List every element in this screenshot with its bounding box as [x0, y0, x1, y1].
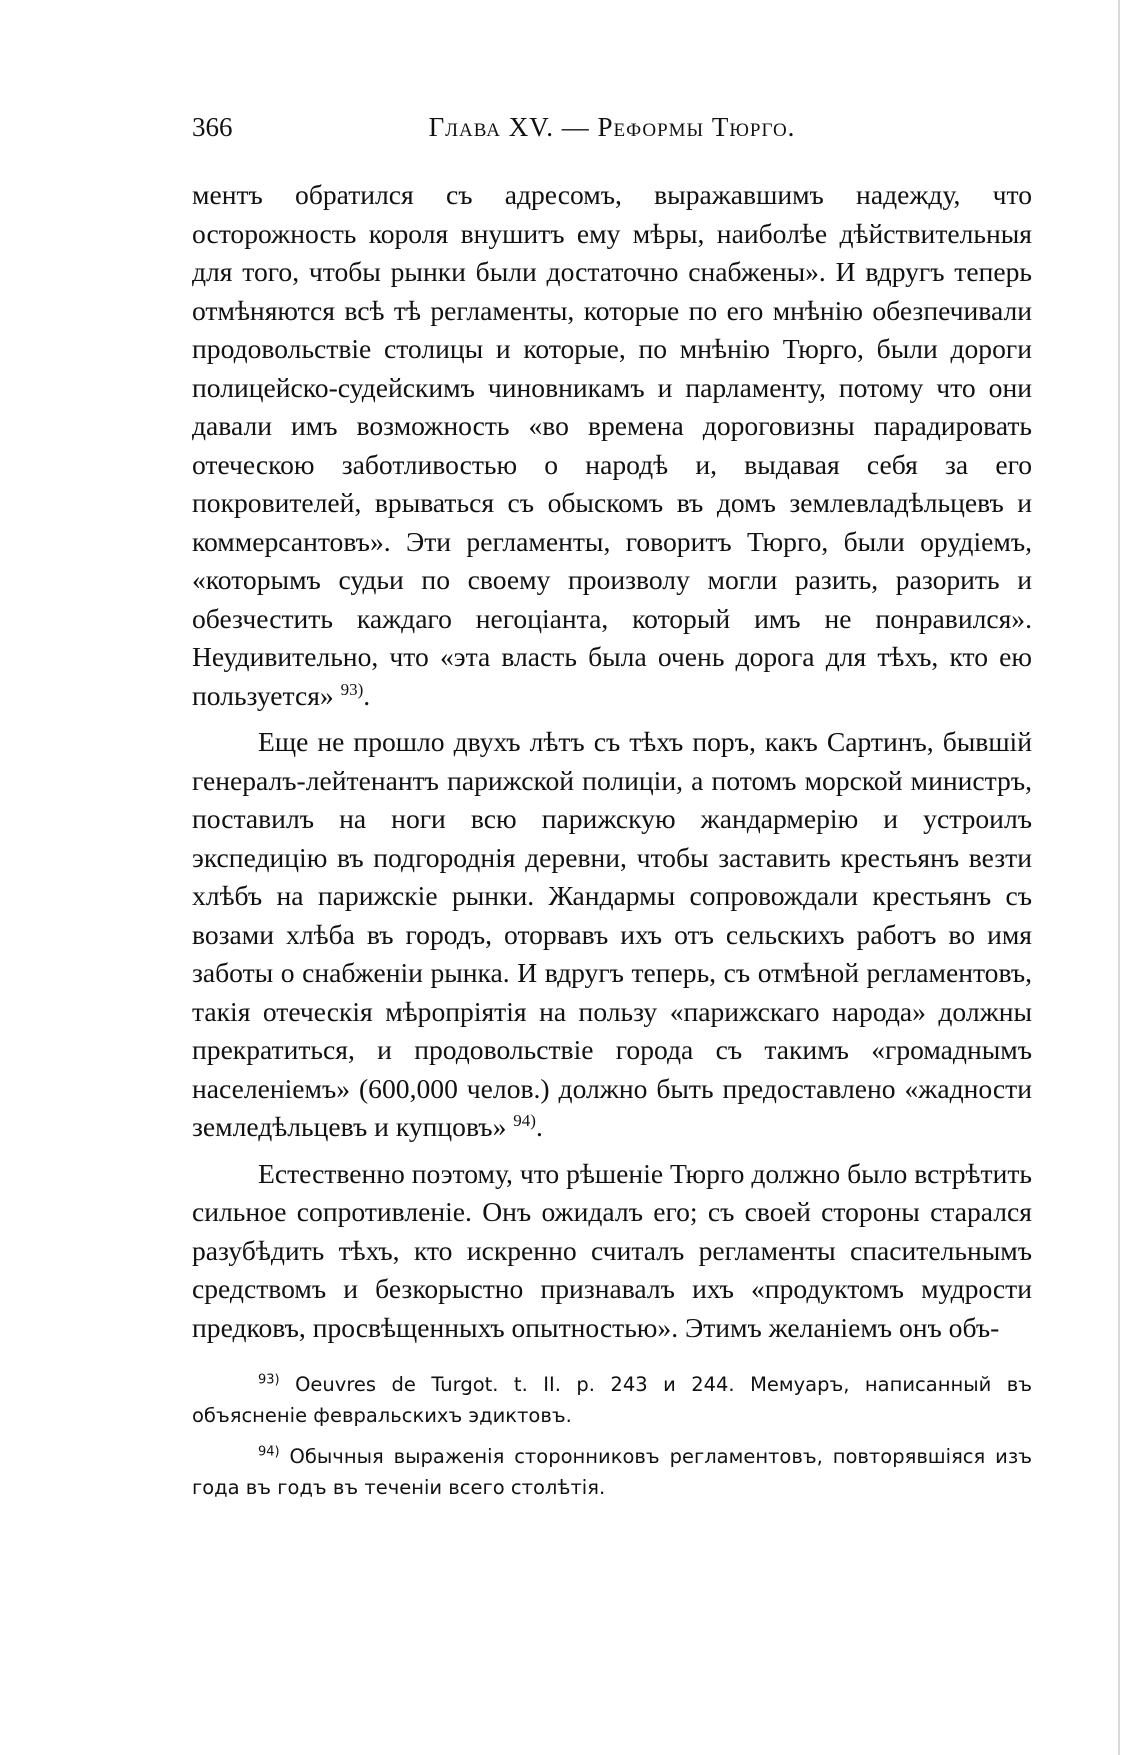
- paragraph-text: Еще не прошло двухъ лѣтъ съ тѣхъ поръ, какъ Сартинъ, бывшій генералъ-лейтенантъ парижской полиціи, а потомъ морской министръ, поставилъ на ноги всю парижскую жандармерію и устроилъ экспедицію въ подгороднія деревни, чтобы заставить крестьянъ везти хлѣбъ на парижскіе рынки. Жандармы сопровождали крестьянъ съ возами хлѣба въ городъ, оторвавъ ихъ отъ сельскихъ работъ во имя заботы о снабженіи рынка. И вдругъ теперь, съ отмѣной регламентовъ, такія отеческія мѣропріятія на пользу «парижскаго народа» должны прекратиться, и продовольствіе города съ такимъ «громаднымъ населеніемъ» (600,000 челов.) должно быть предоставлено «жадности земледѣльцевъ и купцовъ»: [192, 726, 1032, 1142]
- page-number: 366: [192, 112, 233, 142]
- footnote-mark: 94): [258, 1444, 280, 1460]
- page-edge-rule: [1118, 0, 1120, 1755]
- chapter-title: Глава XV. — Реформы Тюрго.: [428, 112, 796, 142]
- footnote-93: [192, 1369, 1032, 1431]
- footnote-mark: 93): [258, 1372, 280, 1388]
- paragraph-text: ментъ обратился съ адресомъ, выражавшимъ надежду, что осторожность короля внушитъ ему мѣры, наиболѣе дѣйствительныя для того, чтобы рынки были достаточно снабжены». И вдругъ теперь отмѣняются всѣ тѣ регламенты, которые по его мнѣнію обезпечивали продовольствіе столицы и которые, по мнѣнію Тюрго, были дороги полицейско-судейскимъ чиновникамъ и парламенту, потому что они давали имъ возможность «во времена дороговизны парадировать отеческою заботливостью о народѣ и, выдавая себя за его покровителей, врываться съ обыскомъ въ домъ землевладѣльцевъ и коммерсантовъ». Эти регламенты, говоритъ Тюрго, были орудіемъ, «которымъ судьи по своему произволу могли разить, разорить и обезчестить каждаго негоціанта, который имъ не понравился». Неудивительно, что «эта власть была очень дорога для тѣхъ, кто ею пользуется»: [192, 179, 1032, 711]
- paragraph-2: Еще не прошло двухъ лѣтъ съ тѣхъ поръ, какъ Сартинъ, бывшій генералъ-лейтенантъ парижской полиціи, а потомъ морской министръ, поставилъ на ноги всю парижскую жандармерію и устроилъ экспедицію въ подгороднія деревни, чтобы заставить крестьянъ везти хлѣбъ на парижскіе рынки. Жандармы сопровождали крестьянъ съ возами хлѣба въ городъ, оторвавъ ихъ отъ сельскихъ работъ во имя заботы о снабженіи рынка. И вдругъ теперь, съ отмѣной регламентовъ, такія отеческія мѣропріятія на пользу «парижскаго народа» должны прекратиться, и продовольствіе города съ такимъ «громаднымъ населеніемъ» (600,000 челов.) должно быть предоставлено «жадности земледѣльцевъ и купцовъ» $^{94)}$.: [192, 726, 1032, 1142]
- book-page: [192, 112, 1032, 1513]
- footnote-94: [192, 1441, 1032, 1503]
- running-header: [192, 112, 1032, 152]
- footnotes: [192, 1369, 1032, 1503]
- paragraph-1: ментъ обратился съ адресомъ, выражавшимъ надежду, что осторожность короля внушитъ ему мѣры, наиболѣе дѣйствительныя для того, чтобы рынки были достаточно снабжены». И вдругъ теперь отмѣняются всѣ тѣ регламенты, которые по его мнѣнію обезпечивали продовольствіе столицы и которые, по мнѣнію Тюрго, были дороги полицейско-судейскимъ чиновникамъ и парламенту, потому что они давали имъ возможность «во времена дороговизны парадировать отеческою заботливостью о народѣ и, выдавая себя за его покровителей, врываться съ обыскомъ въ домъ землевладѣльцевъ и коммерсантовъ». Эти регламенты, говоритъ Тюрго, были орудіемъ, «которымъ судьи по своему произволу могли разить, разорить и обезчестить каждаго негоціанта, который имъ не понравился». Неудивительно, что «эта власть была очень дорога для тѣхъ, кто ею пользуется» $^{93)}$.: [192, 179, 1032, 711]
- footnote-reference-94: 94): [513, 1110, 536, 1130]
- paragraph-text: Естественно поэтому, что рѣшеніе Тюрго должно было встрѣтить сильное сопротивленіе. Онъ ожидалъ его; съ своей стороны старался разубѣдить тѣхъ, кто искренно считалъ регламенты спасительнымъ средствомъ и безкорыстно признавалъ ихъ «продуктомъ мудрости предковъ, просвѣщенныхъ опытностью». Этимъ желаніемъ онъ объ-: [192, 1157, 1032, 1343]
- footnote-text: Обычныя выраженія сторонниковъ регламентовъ, повторявшіяся изъ года въ годъ въ теченіи всего столѣтія.: [192, 1445, 1032, 1499]
- paragraph-3: [192, 1155, 1032, 1348]
- footnote-text: Oeuvres de Turgot. t. II. p. 243 и 244. Мемуаръ, написанный въ объясненіе февральскихъ эдиктовъ.: [192, 1373, 1032, 1427]
- footnote-reference-93: 93): [340, 679, 364, 699]
- main-text: [192, 176, 1032, 1347]
